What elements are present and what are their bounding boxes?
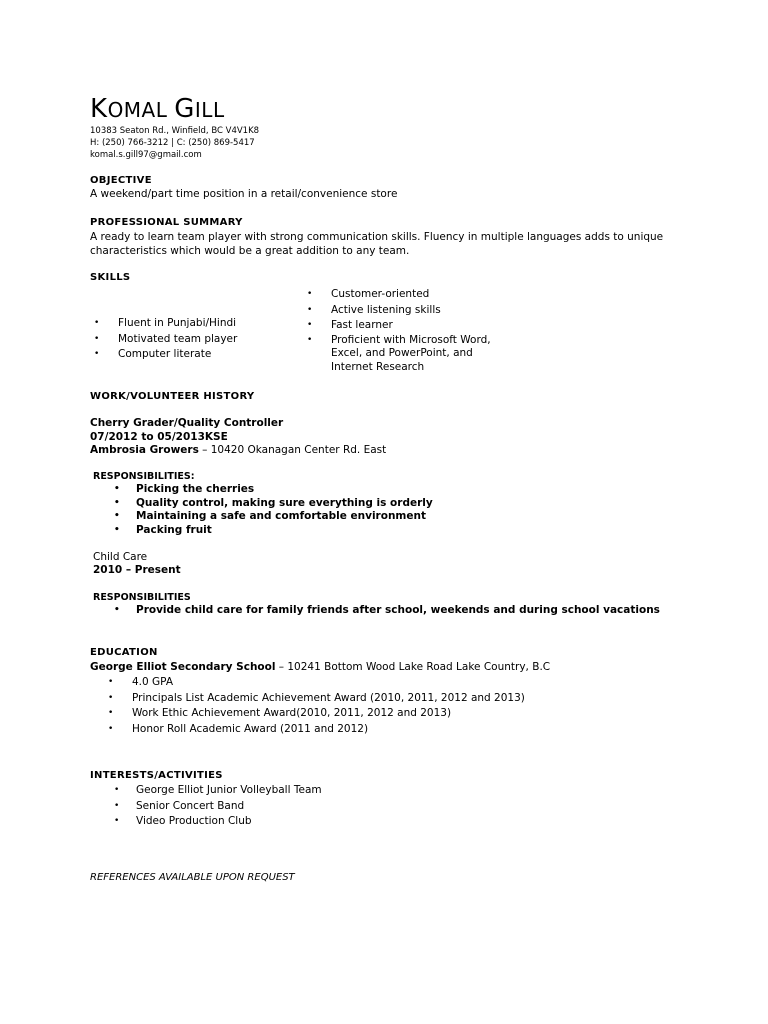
job1-address: – 10420 Okanagan Center Rd. East (198, 444, 387, 456)
education-list (108, 675, 525, 737)
skills-right-list (307, 287, 496, 374)
skills-heading: SKILLS (90, 272, 131, 283)
list-item: • Customer-oriented (331, 287, 496, 303)
list-item: • Picking the cherries (114, 483, 255, 495)
contact-address: 10383 Seaton Rd., Winfield, BC V4V1K8 (90, 126, 260, 136)
job1-resp-list (114, 483, 433, 537)
list-item: • Video Production Club (136, 814, 322, 830)
list-item: • Motivated team player (118, 332, 237, 348)
bullet-icon: • (114, 605, 120, 615)
bullet-icon: • (114, 785, 120, 795)
bullet-icon: • (108, 677, 114, 687)
resume-name (90, 96, 225, 122)
summary-line-2: characteristics which would be a great addition to any team. (90, 245, 410, 257)
bullet-icon: • (114, 524, 120, 535)
list-item: • Provide child care for family friends after school, weekends and during school vacations (114, 604, 660, 616)
skills-left-list (94, 316, 238, 363)
job2-resp-list (114, 604, 660, 618)
job2-dates: 2010 – Present (93, 564, 181, 576)
interests-heading: INTERESTS/ACTIVITIES (90, 770, 223, 781)
list-item: • Quality control, making sure everything is orderly (114, 496, 433, 509)
name-first-rest: OMAL (107, 98, 168, 122)
bullet-icon: • (108, 708, 114, 718)
list-item: • Maintaining a safe and comfortable environment (114, 510, 426, 522)
bullet-icon: • (307, 320, 313, 330)
objective-text: A weekend/part time position in a retail/convenience store (90, 188, 398, 200)
contact-phones: H: (250) 766-3212 | C: (250) 869-5417 (90, 138, 255, 148)
job2-resp-heading: RESPONSIBILITIES (93, 592, 191, 603)
list-item: • Proficient with Microsoft Word, Excel, and PowerPoint, and Internet Research (307, 333, 491, 373)
list-item: • Fast learner (331, 318, 496, 334)
education-heading: EDUCATION (90, 647, 158, 658)
name-last-rest: ILL (194, 98, 225, 122)
bullet-icon: • (108, 692, 114, 703)
school-line (90, 660, 550, 674)
interests-list (114, 783, 322, 830)
job1-employer-line (90, 443, 386, 457)
bullet-icon: • (307, 334, 313, 345)
job2-title: Child Care (93, 551, 148, 563)
list-item: • Fluent in Punjabi/Hindi (118, 316, 237, 332)
school-name: George Elliot Secondary School (90, 661, 276, 673)
bullet-icon: • (94, 333, 100, 344)
list-item: • 4.0 GPA (132, 675, 525, 691)
bullet-icon: • (307, 289, 313, 299)
bullet-icon: • (307, 304, 313, 315)
bullet-icon: • (94, 318, 100, 328)
name-last-initial: G (174, 94, 195, 124)
list-item: • Packing fruit (114, 523, 212, 536)
list-item: • Work Ethic Achievement Award(2010, 2011, 2012 and 2013) (132, 706, 525, 722)
bullet-icon: • (114, 484, 120, 494)
job1-resp-heading: RESPONSIBILITIES: (93, 471, 195, 482)
bullet-icon: • (114, 497, 120, 508)
bullet-icon: • (114, 800, 120, 811)
list-item: • Honor Roll Academic Award (2011 and 2012) (132, 722, 525, 738)
summary-line-1: A ready to learn team player with strong communication skills. Fluency in multiple languages adds to unique (90, 231, 664, 243)
name-first-initial: K (90, 94, 108, 124)
list-item: • Computer literate (118, 347, 237, 363)
list-item: • Principals List Academic Achievement Award (2010, 2011, 2012 and 2013) (132, 691, 525, 707)
job1-dates: 07/2012 to 05/2013KSE (90, 431, 228, 443)
job1-title: Cherry Grader/Quality Controller (90, 417, 284, 429)
bullet-icon: • (108, 723, 114, 734)
list-item: • Senior Concert Band (136, 799, 322, 815)
references-note: REFERENCES AVAILABLE UPON REQUEST (90, 872, 295, 883)
list-item: • George Elliot Junior Volleyball Team (136, 783, 322, 799)
bullet-icon: • (94, 349, 100, 359)
work-heading: WORK/VOLUNTEER HISTORY (90, 391, 255, 402)
school-address: – 10241 Bottom Wood Lake Road Lake Country, B.C (275, 661, 551, 673)
objective-heading: OBJECTIVE (90, 175, 152, 186)
summary-heading: PROFESSIONAL SUMMARY (90, 217, 243, 228)
contact-email: komal.s.gill97@gmail.com (90, 150, 202, 160)
bullet-icon: • (114, 511, 120, 521)
bullet-icon: • (114, 816, 120, 826)
list-item: • Active listening skills (331, 303, 496, 319)
job1-employer: Ambrosia Growers (90, 444, 199, 456)
